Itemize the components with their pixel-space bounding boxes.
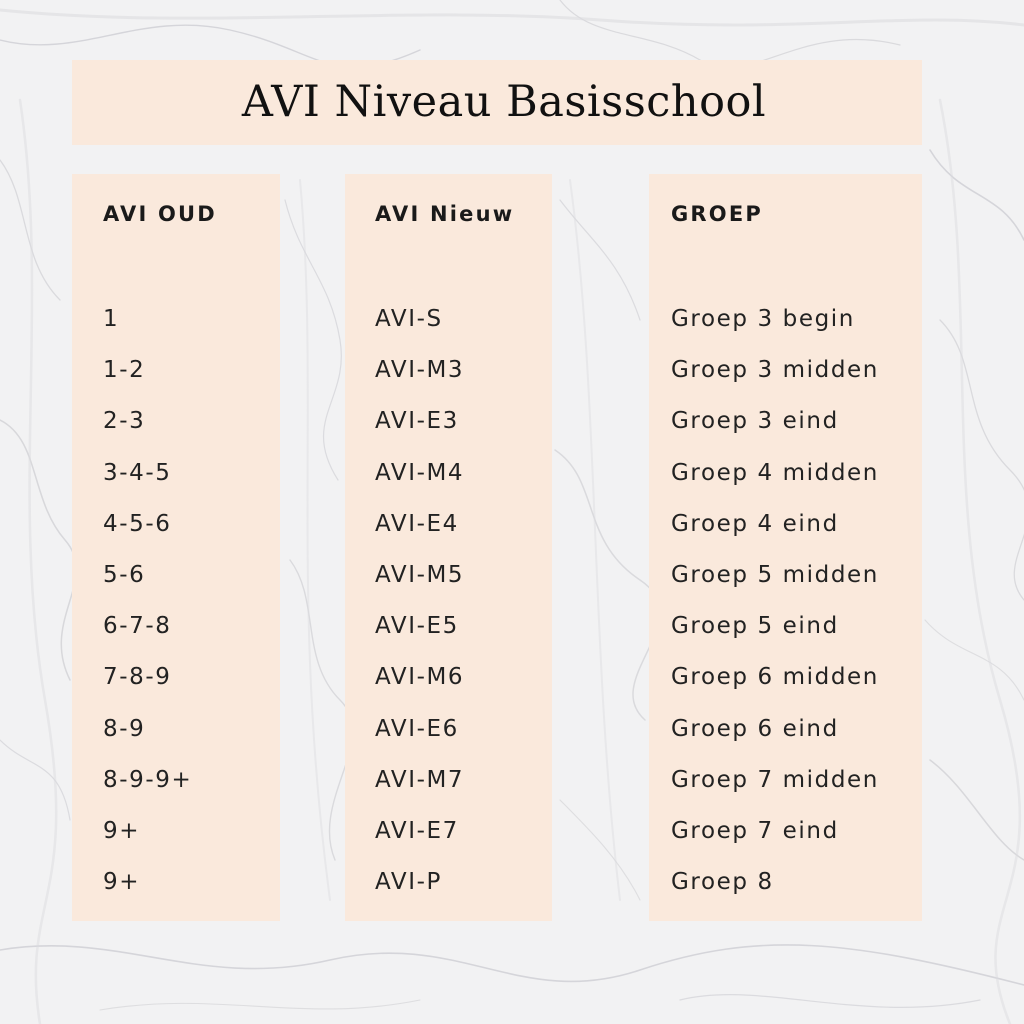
list-item: 4-5-6: [103, 510, 172, 537]
column-header-avi-nieuw: AVI Nieuw: [375, 202, 515, 226]
list-item: Groep 3 begin: [671, 306, 855, 332]
list-item: 1: [103, 306, 120, 332]
list-item: 8-9: [103, 715, 146, 742]
list-item: Groep 4 eind: [671, 510, 839, 537]
column-header-groep: GROEP: [671, 202, 763, 226]
list-item: 6-7-8: [103, 613, 172, 640]
list-item: AVI-M6: [375, 664, 465, 691]
list-item: AVI-E7: [375, 817, 459, 844]
list-item: AVI-E4: [375, 510, 459, 537]
list-item: AVI-M4: [375, 459, 465, 486]
list-item: 7-8-9: [103, 664, 172, 691]
list-item: 5-6: [103, 561, 146, 588]
column-header-avi-oud: AVI OUD: [103, 202, 217, 226]
list-item: AVI-M5: [375, 561, 465, 588]
list-item: Groep 5 eind: [671, 613, 839, 640]
list-item: Groep 4 midden: [671, 459, 879, 486]
title-banner: [72, 60, 922, 145]
list-item: 3-4-5: [103, 459, 172, 486]
list-item: 9+: [103, 817, 141, 844]
list-item: Groep 3 eind: [671, 408, 839, 435]
list-item: AVI-E5: [375, 613, 459, 640]
list-item: AVI-E6: [375, 715, 459, 742]
list-item: Groep 5 midden: [671, 561, 879, 588]
list-item: 9+: [103, 869, 141, 896]
avi-nieuw-list: [375, 304, 464, 918]
column-groep: [649, 174, 922, 921]
avi-oud-list: [103, 304, 192, 918]
list-item: AVI-P: [375, 869, 442, 896]
groep-list: [671, 304, 879, 918]
list-item: AVI-S: [375, 306, 443, 332]
column-avi-nieuw: [345, 174, 552, 921]
list-item: 1-2: [103, 357, 146, 384]
page-title: AVI Niveau Basisschool: [241, 76, 767, 127]
list-item: Groep 6 eind: [671, 715, 839, 742]
list-item: AVI-M3: [375, 357, 465, 384]
list-item: AVI-M7: [375, 766, 465, 793]
list-item: 2-3: [103, 408, 146, 435]
list-item: Groep 6 midden: [671, 664, 879, 691]
list-item: AVI-E3: [375, 408, 459, 435]
list-item: Groep 7 eind: [671, 817, 839, 844]
list-item: Groep 7 midden: [671, 766, 879, 793]
list-item: Groep 3 midden: [671, 357, 879, 384]
list-item: 8-9-9+: [103, 766, 193, 793]
column-avi-oud: [72, 174, 280, 921]
list-item: Groep 8: [671, 869, 774, 896]
